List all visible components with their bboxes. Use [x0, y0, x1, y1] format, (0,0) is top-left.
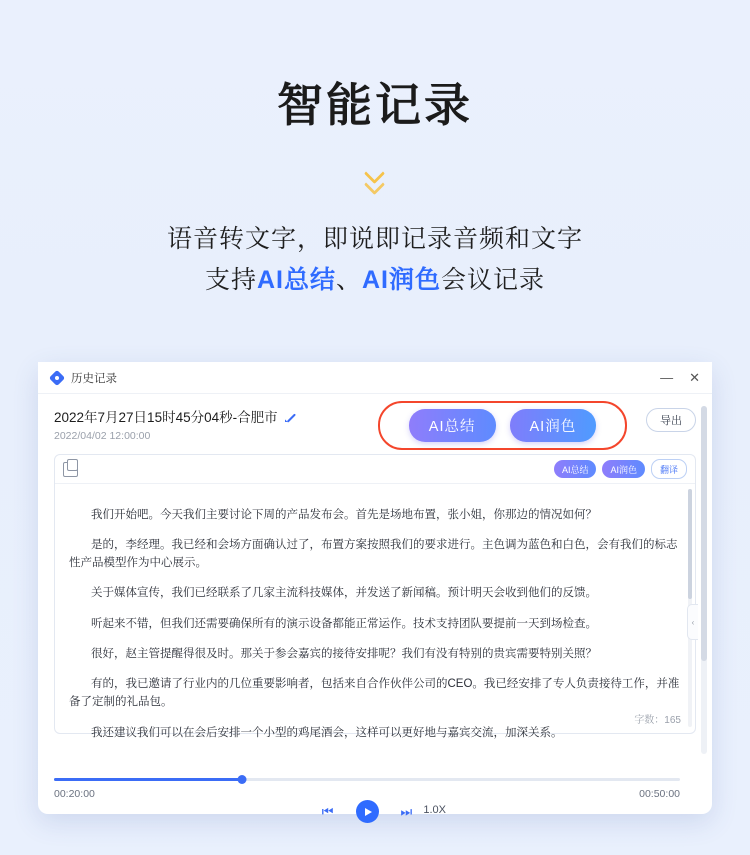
- app-window: [38, 362, 712, 819]
- hero-subtitle-highlight-polish: AI润色: [362, 265, 442, 294]
- hero-subtitle-line1: 语音转文字，即说即记录音频和文字: [166, 225, 583, 254]
- record-header: [38, 394, 712, 446]
- export-button[interactable]: 导出: [646, 408, 696, 432]
- playback-controls: [54, 800, 680, 823]
- hero-subtitle: [0, 219, 750, 300]
- hero-subtitle-suffix: 会议记录: [441, 265, 546, 294]
- edit-pencil-icon[interactable]: [285, 410, 297, 422]
- transcript-paragraph: 是的，李经理。我已经和会场方面确认过了，布置方案按照我们的要求进行。主色调为蓝色和白色，会有我们的标志性产品模型作为中心展示。: [69, 538, 678, 570]
- ai-polish-button[interactable]: AI润色: [510, 409, 597, 442]
- double-chevron-down-icon: [0, 159, 750, 193]
- copy-icon[interactable]: [63, 462, 78, 477]
- window-titlebar: [38, 362, 712, 394]
- transcript-scrollbar-thumb[interactable]: [688, 489, 692, 599]
- window-scrollbar[interactable]: [701, 406, 707, 754]
- total-time-label: 00:50:00: [639, 788, 680, 800]
- record-title: 2022年7月27日15时45分04秒-合肥市: [54, 410, 278, 425]
- record-date: 2022/04/02 12:00:00: [54, 430, 151, 442]
- hero-section: [0, 0, 750, 300]
- current-time-label: 00:20:00: [54, 788, 95, 800]
- word-count-label: 字数：165: [634, 715, 681, 726]
- skip-previous-icon[interactable]: ⏮: [321, 804, 334, 819]
- audio-player: [54, 778, 680, 819]
- hero-subtitle-line2: [0, 260, 750, 301]
- ai-summary-button[interactable]: AI总结: [409, 409, 496, 442]
- transcript-paragraph: 听起来不错，但我们还需要确保所有的演示设备都能正常运作。技术支持团队要提前一天到场检查。: [91, 617, 597, 630]
- page-title: 智能记录: [277, 79, 473, 131]
- transcript-paragraph: 我们开始吧。今天我们主要讨论下周的产品发布会。首先是场地布置，张小姐，你那边的情况如何？: [91, 508, 597, 521]
- transcript-paragraph: 很好，赵主管提醒得很及时。那关于参会嘉宾的接待安排呢？我们有没有特别的贵宾需要特别关照？: [91, 647, 597, 660]
- transcript-toolbar: [55, 455, 695, 484]
- play-icon[interactable]: [356, 800, 379, 823]
- window-controls: [660, 371, 700, 384]
- panel-collapse-handle[interactable]: ‹: [687, 604, 698, 640]
- hero-subtitle-separator: 、: [335, 265, 362, 294]
- skip-next-icon[interactable]: ⏭: [400, 804, 413, 819]
- transcript-paragraph: 关于媒体宣传，我们已经联系了几家主流科技媒体，并发送了新闻稿。预计明天会收到他们的反馈。: [91, 587, 597, 600]
- hero-subtitle-highlight-summary: AI总结: [256, 265, 336, 294]
- window-title: 历史记录: [71, 372, 117, 385]
- hero-subtitle-prefix: 支持: [204, 265, 257, 294]
- window-scrollbar-thumb[interactable]: [701, 406, 707, 661]
- transcript-paragraph: 有的，我已邀请了行业内的几位重要影响者，包括来自合作伙伴公司的CEO。我已经安排了专人负责接待工作，并准备了定制的礼品包。: [69, 677, 680, 709]
- mini-ai-polish-button[interactable]: AI润色: [602, 460, 645, 478]
- playback-progress-knob[interactable]: [237, 775, 246, 784]
- transcript-toolbar-actions: [554, 459, 687, 479]
- mini-ai-summary-button[interactable]: AI总结: [554, 460, 597, 478]
- translate-button[interactable]: 翻译: [651, 459, 687, 479]
- transcript-paragraph: 我还建议我们可以在会后安排一个小型的鸡尾酒会，这样可以更好地与嘉宾交流，加深关系。: [91, 726, 563, 739]
- playback-times: [54, 788, 680, 800]
- minimize-button[interactable]: —: [660, 370, 674, 385]
- playback-progress-bar[interactable]: [54, 778, 680, 781]
- close-button[interactable]: ✕: [689, 370, 700, 385]
- ai-actions-highlight-group: [378, 401, 627, 450]
- playback-progress-fill: [54, 778, 242, 781]
- transcript-panel: [54, 454, 696, 739]
- playback-speed-label[interactable]: 1.0X: [423, 804, 446, 816]
- chevron-down-icon-2: [364, 177, 386, 186]
- app-logo-icon: [50, 371, 64, 385]
